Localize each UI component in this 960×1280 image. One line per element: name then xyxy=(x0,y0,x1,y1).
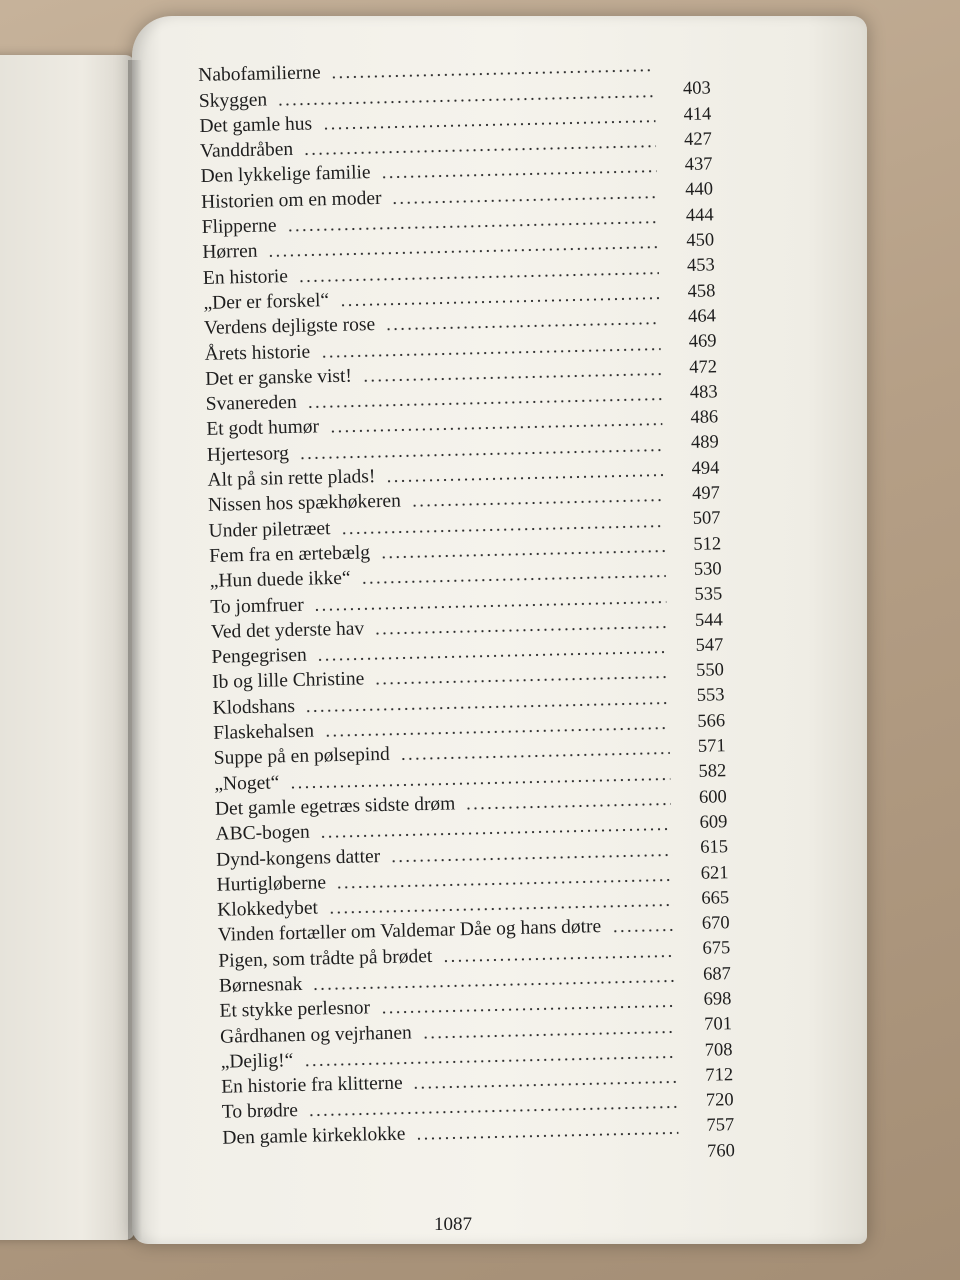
dot-leader xyxy=(400,752,670,761)
toc-entry-title: Vanddråben xyxy=(199,139,294,163)
toc-entry-title: Ib og lille Christine xyxy=(211,668,365,694)
toc-entry-title: Nabofamilierne xyxy=(198,62,321,87)
toc-entry-page: 609 xyxy=(699,812,728,833)
toc-entry-page: 600 xyxy=(698,786,728,808)
toc-entry-page: 507 xyxy=(692,508,721,530)
toc-entry-title: Et godt humør xyxy=(206,416,320,441)
toc-entry-title: „Noget“ xyxy=(214,771,280,795)
table-of-contents xyxy=(198,50,736,1162)
dot-leader xyxy=(411,499,664,508)
toc-entry-page: 497 xyxy=(691,483,721,504)
toc-entry-title: Børnesnak xyxy=(218,973,303,997)
toc-entry-page: 440 xyxy=(685,179,714,201)
toc-entry-title: Skyggen xyxy=(198,89,268,112)
toc-entry-page: 675 xyxy=(702,938,731,960)
toc-entry-page: 512 xyxy=(693,533,722,555)
toc-entry-title: Det gamle hus xyxy=(199,113,313,137)
toc-entry-page: 760 xyxy=(706,1140,736,1162)
toc-entry-page: 544 xyxy=(694,609,724,631)
toc-entry-page: 757 xyxy=(706,1115,735,1137)
toc-entry-title: Klodshans xyxy=(212,695,296,719)
toc-entry-page: 535 xyxy=(694,584,723,606)
toc-entry-page: 615 xyxy=(699,837,729,859)
toc-entry-page: 550 xyxy=(695,660,725,681)
toc-entry-page: 665 xyxy=(701,887,730,909)
toc-entry-title: To jomfruer xyxy=(210,594,304,618)
toc-entry-title: En historie xyxy=(202,265,289,289)
toc-entry-title: Det er ganske vist! xyxy=(204,365,353,390)
toc-entry-title: Fem fra en ærtebælg xyxy=(208,542,371,567)
spine-shadow xyxy=(128,60,142,1240)
toc-entry-page: 494 xyxy=(691,458,720,479)
dot-leader xyxy=(465,802,671,810)
toc-entry-title: Historien om en moder xyxy=(200,187,382,213)
toc-entry-title: Det gamle egetræs sidste drøm xyxy=(214,793,456,820)
toc-entry-title: Hjertesorg xyxy=(206,442,290,466)
toc-entry-title: Flaskehalsen xyxy=(212,720,315,744)
toc-entry-title: Klokkedybet xyxy=(217,897,319,921)
toc-entry-title: Dynd-kongens datter xyxy=(215,845,381,871)
toc-entry-title: „Dejlig!“ xyxy=(220,1049,294,1073)
toc-entry-page: 701 xyxy=(704,1014,733,1036)
toc-entry-page: 472 xyxy=(689,356,718,378)
toc-entry-page: 582 xyxy=(698,761,727,783)
toc-entry-title: Svanereden xyxy=(205,392,297,416)
toc-entry-title: Den gamle kirkeklokke xyxy=(222,1123,406,1149)
toc-entry-title: Et stykke perlesnor xyxy=(219,997,371,1023)
dot-leader xyxy=(422,1030,676,1039)
toc-entry-title: Nissen hos spækhøkeren xyxy=(207,490,402,517)
toc-entry-title: Pigen, som trådte på brødet xyxy=(218,945,433,972)
toc-entry-page: 469 xyxy=(688,331,717,353)
toc-entry-title: Verdens dejligste rose xyxy=(203,314,376,340)
toc-entry-page: 530 xyxy=(693,559,722,580)
toc-entry-title: Vinden fortæller om Valdemar Dåe og hans døtre xyxy=(217,916,602,947)
dot-leader xyxy=(413,1081,678,1090)
toc-entry-page: 566 xyxy=(697,710,726,732)
toc-entry-title: Ved det yderste hav xyxy=(210,618,365,643)
toc-entry-title: To brødre xyxy=(221,1100,299,1124)
dot-leader xyxy=(415,1131,678,1140)
dot-leader xyxy=(392,195,658,204)
toc-entry-page: 444 xyxy=(685,205,714,226)
toc-entry-title: „Der er forskel“ xyxy=(203,290,330,314)
toc-entry-page: 464 xyxy=(687,306,717,327)
toc-entry-page: 571 xyxy=(697,736,726,757)
toc-entry-title: Gårdhanen og vejrhanen xyxy=(219,1021,412,1048)
page-number: 1087 xyxy=(434,1214,472,1235)
toc-entry-page: 670 xyxy=(701,913,730,934)
toc-entry-page: 486 xyxy=(690,407,719,429)
toc-entry-page: 621 xyxy=(700,862,729,884)
toc-entry-title: Flipperne xyxy=(201,215,277,239)
toc-entry-title: „Hun duede ikke“ xyxy=(209,567,351,593)
toc-entry-page: 450 xyxy=(686,230,715,252)
left-page-edge xyxy=(0,55,135,1240)
toc-entry-page: 708 xyxy=(704,1039,733,1061)
toc-entry-page: 553 xyxy=(696,685,725,707)
toc-entry-page: 687 xyxy=(702,963,732,985)
toc-entry-page: 414 xyxy=(683,103,712,125)
toc-entry-page: 698 xyxy=(703,989,732,1010)
toc-entry-title: Suppe på en pølsepind xyxy=(213,744,391,770)
toc-entry-title: Under piletræet xyxy=(208,517,331,542)
toc-entry-page: 458 xyxy=(687,280,716,302)
dot-leader xyxy=(381,170,657,179)
toc-entry-title: Hørren xyxy=(202,241,258,264)
toc-entry-page: 483 xyxy=(689,382,718,403)
toc-entry-title: Den lykkelige familie xyxy=(200,162,371,188)
dot-leader xyxy=(611,929,674,933)
toc-entry-page: 547 xyxy=(695,635,724,656)
toc-entry-title: Alt på sin rette plads! xyxy=(207,466,376,491)
toc-entry-page: 489 xyxy=(690,432,719,454)
dot-leader xyxy=(442,954,674,962)
toc-entry-title: Hurtigløberne xyxy=(216,872,327,896)
toc-entry-page: 437 xyxy=(684,154,713,176)
toc-entry-title: Årets historie xyxy=(204,341,311,365)
toc-entry-page: 453 xyxy=(686,255,715,277)
toc-entry-title: En historie fra klitterne xyxy=(221,1072,403,1098)
toc-entry-title: Pengegrisen xyxy=(211,644,308,668)
toc-entry-page: 720 xyxy=(705,1090,734,1111)
dot-leader xyxy=(385,474,663,483)
toc-entry-page: 712 xyxy=(705,1064,734,1086)
dot-leader xyxy=(385,322,660,331)
toc-entry-page: 427 xyxy=(683,129,713,150)
toc-entry-page: 403 xyxy=(682,78,711,100)
toc-entry-title: ABC-bogen xyxy=(215,821,310,846)
